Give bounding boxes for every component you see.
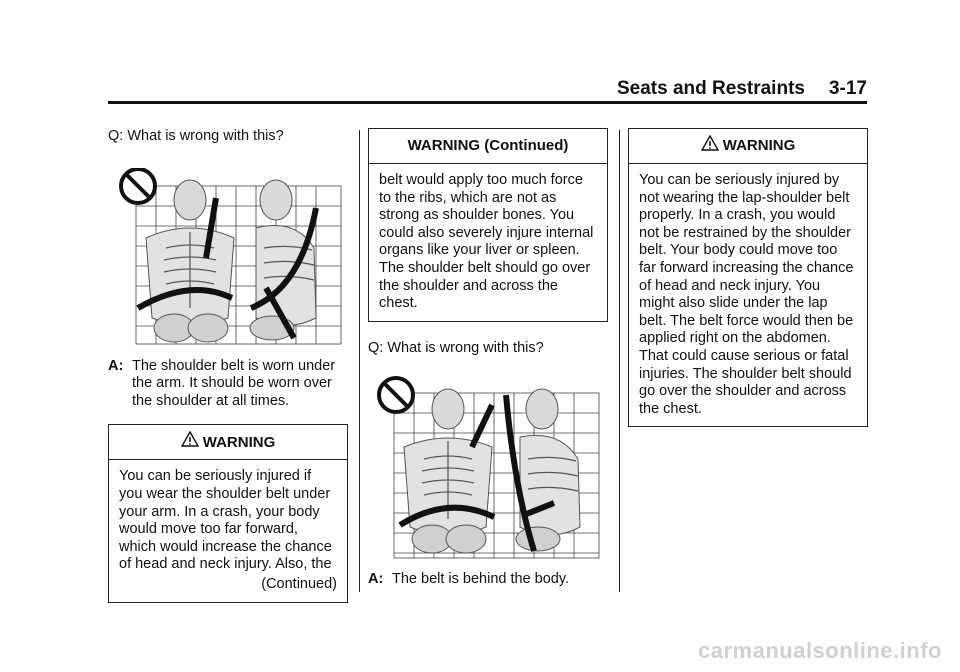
column-3 (628, 128, 868, 427)
warning-body-text: You can be seriously injured by not wearing the lap-shoulder belt properly. In a crash, you would not be restrained by the shoulder belt. Your body could move too far forward increasing the chance of head and neck injury. You might also slide under the lap belt. The belt force would then be applied right on the abdomen. That could cause serious or fatal injuries. The shoulder belt should go over the shoulder and across the chest. (639, 172, 854, 417)
column-2 (368, 128, 608, 589)
warning-box-3 (628, 128, 868, 427)
question-1: Q: What is wrong with this? (108, 128, 284, 144)
figure-belt-under-arm (116, 168, 344, 348)
warning-icon (181, 431, 199, 447)
answer-label: A: (368, 571, 384, 588)
answer-1 (108, 358, 348, 411)
continued-label: (Continued) (261, 575, 337, 592)
answer-text: The shoulder belt is worn under the arm. It should be worn over the shoulder at all times. (132, 357, 336, 409)
figure-belt-behind-body (374, 375, 602, 561)
warning-body (629, 164, 867, 426)
page-header (0, 0, 960, 110)
warning-title-text: WARNING (202, 433, 276, 451)
belt-behind-body-illustration (374, 375, 602, 561)
prohibited-icon (121, 169, 155, 203)
page-number: 3-17 (828, 78, 867, 99)
column-divider-2 (619, 130, 620, 592)
answer-label: A: (108, 357, 124, 374)
answer-text: The belt is behind the body. (392, 571, 570, 588)
question-2: Q: What is wrong with this? (368, 339, 544, 356)
belt-under-arm-illustration (116, 168, 344, 348)
warning-title (109, 425, 347, 460)
warning-icon (701, 135, 719, 151)
warning-body-text: You can be seriously injured if you wear the shoulder belt under your arm. In a crash, your body would move too far forward, which would increase the chance of head and neck injury. Also, the (119, 468, 332, 573)
column-divider-1 (359, 130, 360, 592)
front-figure (138, 180, 234, 342)
warning-box-1 (108, 424, 348, 602)
warning-continued-title (369, 129, 607, 164)
watermark: carmanualsonline.info (698, 638, 942, 663)
warning-continued-body-text: belt would apply too much force to the ribs, which are not as strong as shoulder bones. You could also severely injure internal organs like your liver or spleen. The shoulder belt should go over the shoulder and across the chest. (379, 172, 594, 312)
warning-title (629, 129, 867, 164)
warning-body (109, 460, 347, 601)
warning-continued-title-text: WARNING (Continued) (407, 137, 569, 155)
header-text (617, 78, 867, 100)
warning-box-continued (368, 128, 608, 322)
side-figure (250, 180, 316, 340)
warning-title-text: WARNING (722, 137, 796, 155)
header-rule (108, 101, 867, 104)
column-1 (108, 128, 348, 603)
section-title: Seats and Restraints (617, 78, 805, 99)
answer-2 (368, 571, 608, 589)
warning-continued-body (369, 164, 607, 321)
prohibited-icon (379, 378, 413, 412)
